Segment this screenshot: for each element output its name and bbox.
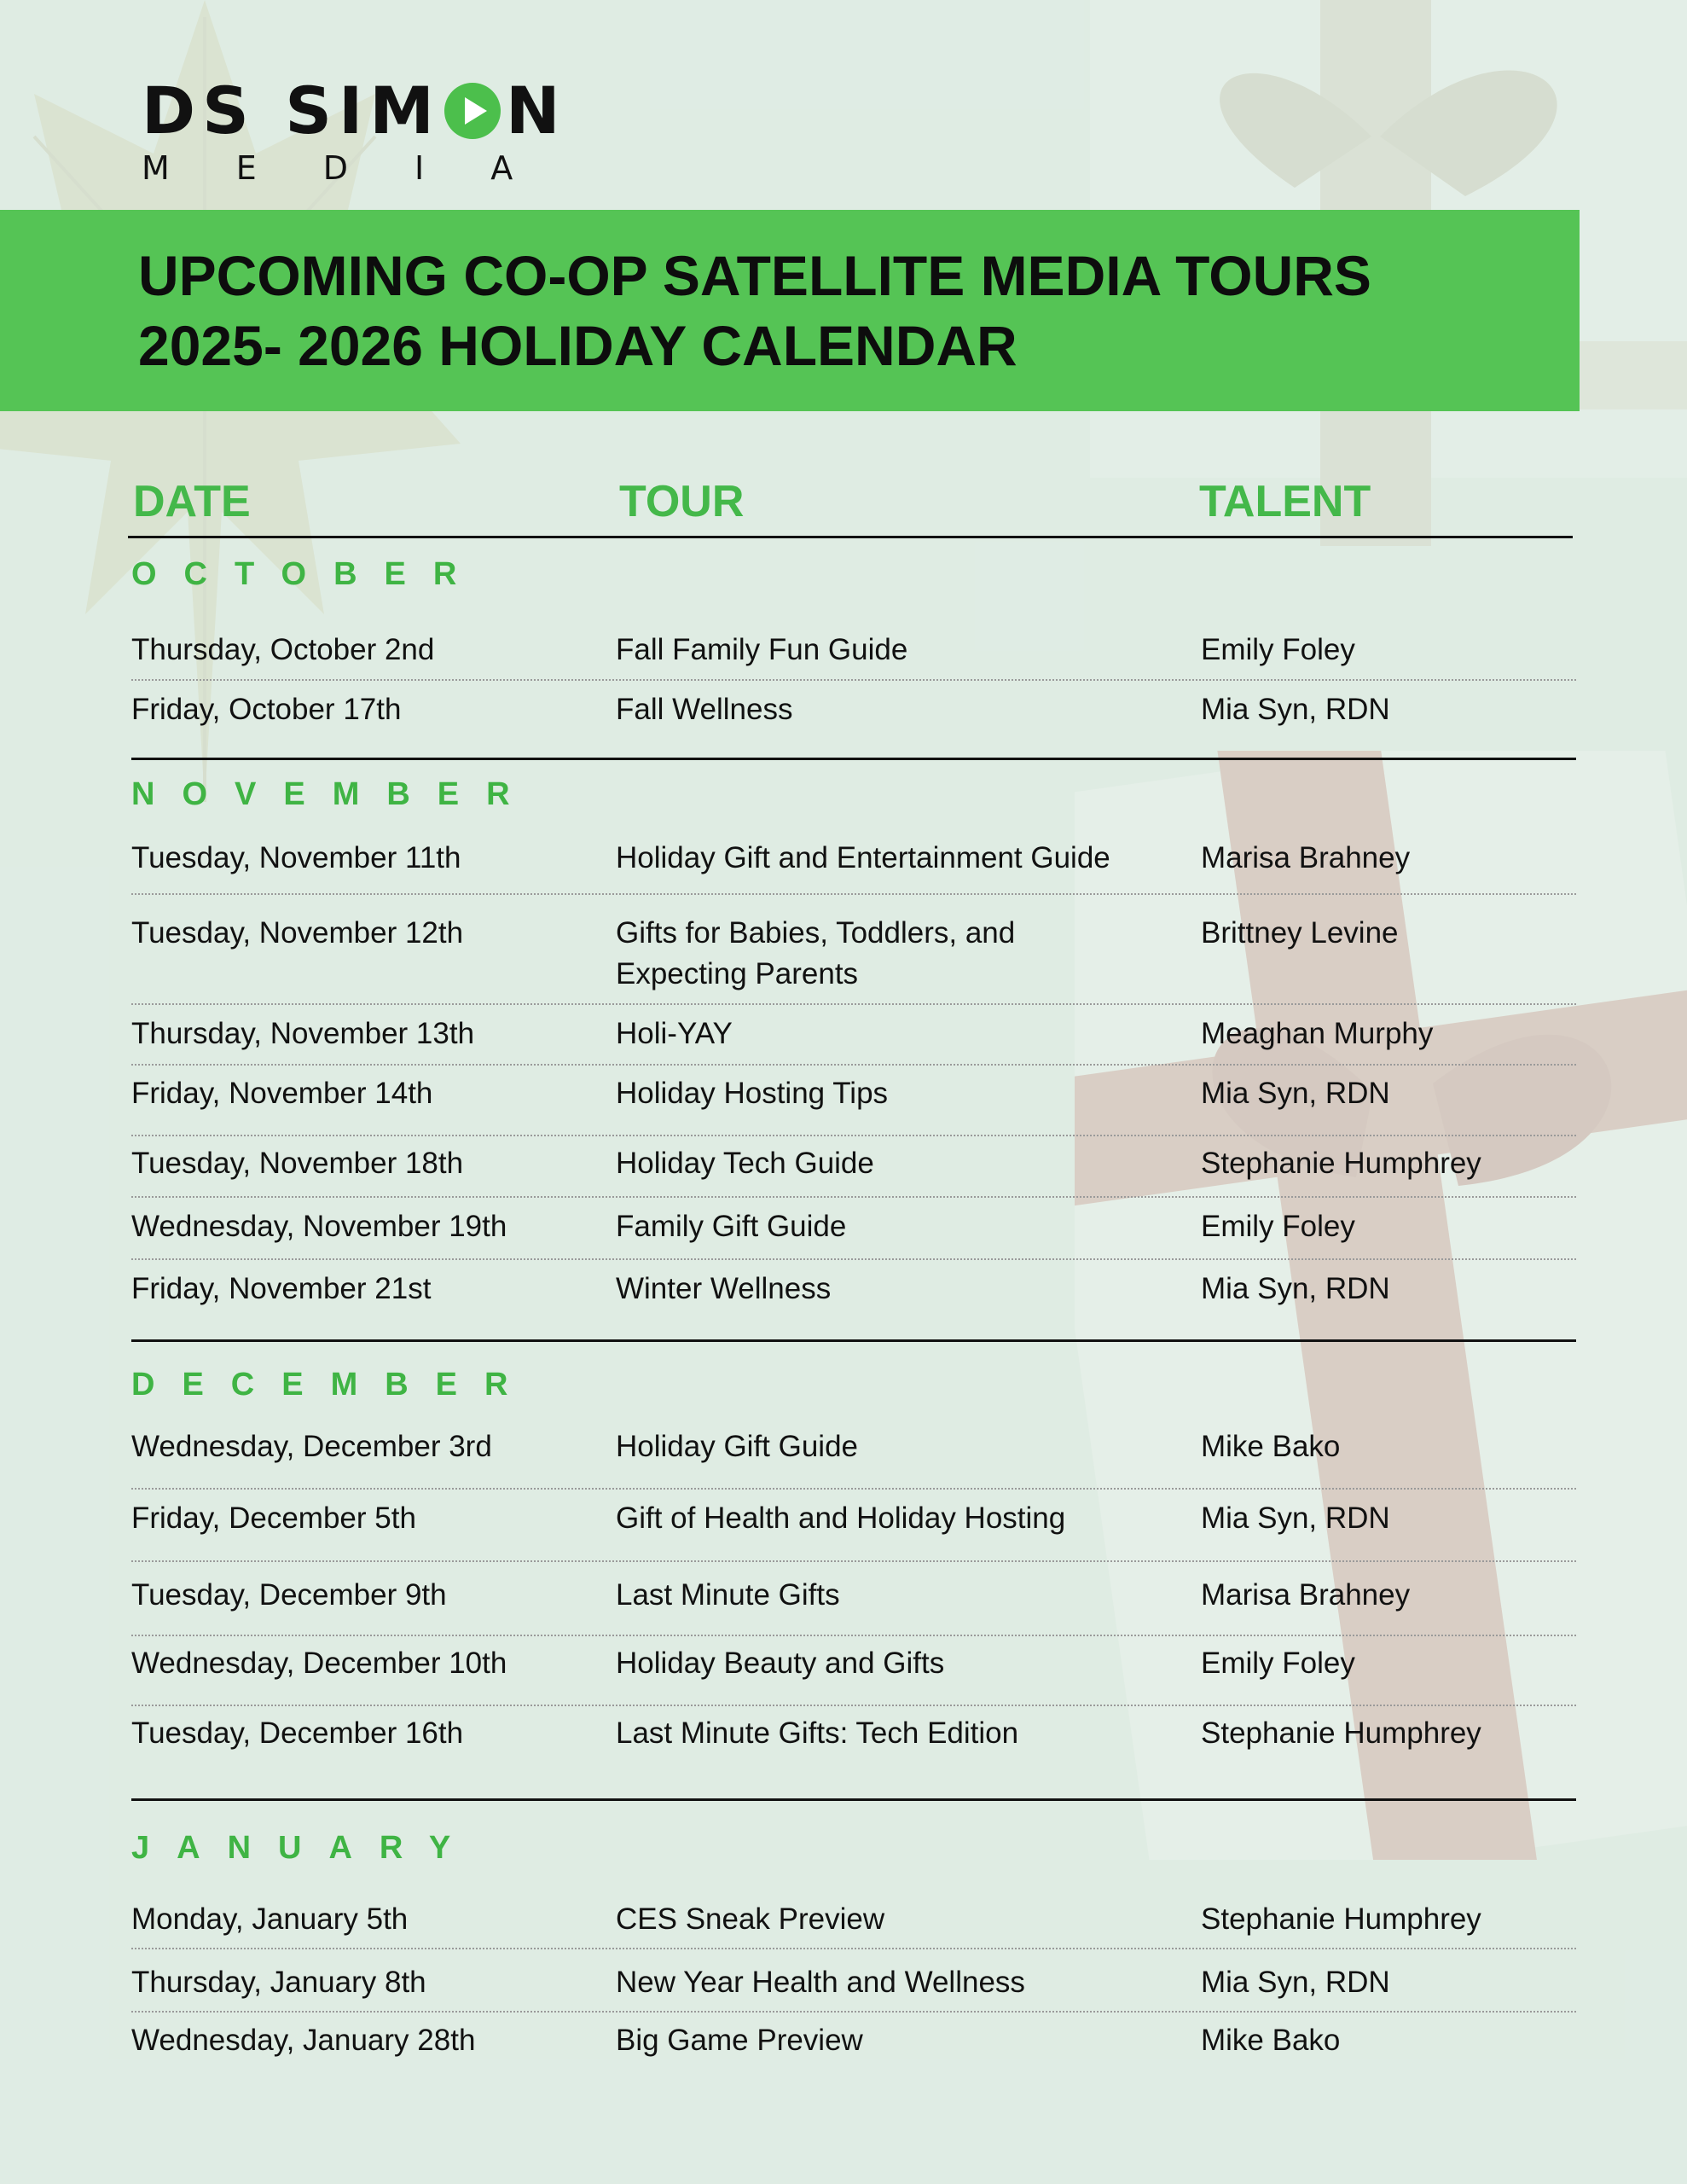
row-tour-line: Holi-YAY (616, 1017, 733, 1050)
row-tour-line-2: Expecting Parents (616, 957, 859, 990)
title-banner (0, 210, 1580, 411)
row-tour-line: Last Minute Gifts: Tech Edition (616, 1716, 1019, 1750)
row-tour (616, 1962, 1025, 2003)
row-divider (131, 1948, 1576, 1949)
row-talent: Emily Foley (1201, 1647, 1355, 1680)
month-heading-december: DECEMBER (131, 1367, 536, 1403)
section-divider (131, 758, 1576, 760)
row-talent: Mia Syn, RDN (1201, 1272, 1390, 1305)
row-talent: Emily Foley (1201, 633, 1355, 666)
logo-wordmark: DS SIM (142, 73, 441, 148)
row-divider (131, 893, 1576, 895)
row-date: Wednesday, December 3rd (131, 1430, 492, 1463)
row-date: Tuesday, December 9th (131, 1578, 447, 1612)
row-talent: Stephanie Humphrey (1201, 1147, 1481, 1180)
row-tour (616, 1899, 884, 1940)
row-date: Wednesday, November 19th (131, 1210, 507, 1243)
row-divider (131, 1003, 1576, 1005)
row-date: Wednesday, January 28th (131, 2024, 476, 2057)
row-tour-line: Family Gift Guide (616, 1210, 847, 1243)
row-tour (616, 1498, 1065, 1539)
row-talent: Marisa Brahney (1201, 1578, 1411, 1612)
row-tour-line: Gift of Health and Holiday Hosting (616, 1502, 1066, 1535)
row-date: Friday, December 5th (131, 1502, 416, 1535)
row-date: Friday, November 21st (131, 1272, 432, 1305)
page-title (138, 241, 1371, 380)
column-header-date: DATE (133, 477, 251, 526)
row-date: Tuesday, November 11th (131, 841, 461, 874)
row-talent: Mia Syn, RDN (1201, 1502, 1390, 1535)
row-divider (131, 1064, 1576, 1066)
row-tour (616, 1269, 831, 1310)
row-date: Monday, January 5th (131, 1902, 409, 1936)
row-tour (616, 689, 792, 730)
row-date: Thursday, January 8th (131, 1966, 426, 1999)
row-divider (131, 1135, 1576, 1136)
row-tour-line: Holiday Hosting Tips (616, 1077, 889, 1110)
row-tour-line: New Year Health and Wellness (616, 1966, 1025, 1999)
row-tour (616, 1206, 846, 1247)
row-divider (131, 1705, 1576, 1706)
row-date: Thursday, November 13th (131, 1017, 475, 1050)
row-divider (131, 1560, 1576, 1562)
row-divider (131, 1258, 1576, 1260)
row-talent: Marisa Brahney (1201, 841, 1411, 874)
row-divider (131, 1488, 1576, 1490)
row-tour (616, 1575, 840, 1616)
ds-simon-media-logo (142, 73, 580, 187)
row-divider (131, 2011, 1576, 2013)
row-tour-line: Holiday Gift Guide (616, 1430, 859, 1463)
row-tour-line: Big Game Preview (616, 2024, 863, 2057)
row-talent: Stephanie Humphrey (1201, 1716, 1481, 1750)
header-divider (128, 536, 1573, 538)
row-date: Tuesday, December 16th (131, 1716, 464, 1750)
row-tour (616, 1426, 858, 1467)
section-divider (131, 1798, 1576, 1801)
row-tour (616, 2020, 863, 2061)
row-talent: Stephanie Humphrey (1201, 1902, 1481, 1936)
row-date: Thursday, October 2nd (131, 633, 435, 666)
row-tour (616, 1643, 944, 1684)
month-heading-october: OCTOBER (131, 556, 484, 592)
row-talent: Mike Bako (1201, 2024, 1341, 2057)
section-divider (131, 1339, 1576, 1342)
row-date: Tuesday, November 12th (131, 916, 464, 950)
row-talent: Mia Syn, RDN (1201, 1077, 1390, 1110)
row-divider (131, 1635, 1576, 1636)
row-tour (616, 1073, 888, 1114)
row-tour (616, 1713, 1018, 1754)
title-line-1: UPCOMING CO-OP SATELLITE MEDIA TOURS (138, 244, 1371, 307)
row-divider (131, 679, 1576, 681)
row-divider (131, 1196, 1576, 1198)
row-talent: Mia Syn, RDN (1201, 693, 1390, 726)
row-tour-line: Gifts for Babies, Toddlers, and (616, 916, 1016, 950)
month-heading-january: JANUARY (131, 1830, 478, 1866)
month-heading-november: NOVEMBER (131, 776, 537, 812)
column-header-talent: TALENT (1199, 477, 1371, 526)
row-tour-line: Fall Family Fun Guide (616, 633, 908, 666)
row-date: Tuesday, November 18th (131, 1147, 464, 1180)
row-talent: Mike Bako (1201, 1430, 1341, 1463)
row-tour-line: Holiday Beauty and Gifts (616, 1647, 945, 1680)
row-date: Wednesday, December 10th (131, 1647, 507, 1680)
logo-wordmark-end: N (505, 73, 567, 148)
play-icon (444, 83, 501, 139)
row-tour-line: Last Minute Gifts (616, 1578, 840, 1612)
row-date: Friday, October 17th (131, 693, 402, 726)
row-tour (616, 630, 907, 671)
row-tour (616, 838, 1110, 879)
column-header-tour: TOUR (619, 477, 745, 526)
row-tour-line: CES Sneak Preview (616, 1902, 885, 1936)
row-tour-line: Holiday Gift and Entertainment Guide (616, 841, 1110, 874)
row-talent: Mia Syn, RDN (1201, 1966, 1390, 1999)
row-talent: Brittney Levine (1201, 916, 1399, 950)
row-talent: Emily Foley (1201, 1210, 1355, 1243)
logo-subtitle: MEDIA (142, 149, 580, 187)
row-tour-line: Holiday Tech Guide (616, 1147, 874, 1180)
row-tour (616, 1014, 733, 1054)
row-date: Friday, November 14th (131, 1077, 433, 1110)
row-tour-line: Fall Wellness (616, 693, 793, 726)
row-tour (616, 913, 1015, 995)
row-talent: Meaghan Murphy (1201, 1017, 1434, 1050)
row-tour-line: Winter Wellness (616, 1272, 832, 1305)
row-tour (616, 1143, 874, 1184)
title-line-2: 2025- 2026 HOLIDAY CALENDAR (138, 314, 1017, 377)
